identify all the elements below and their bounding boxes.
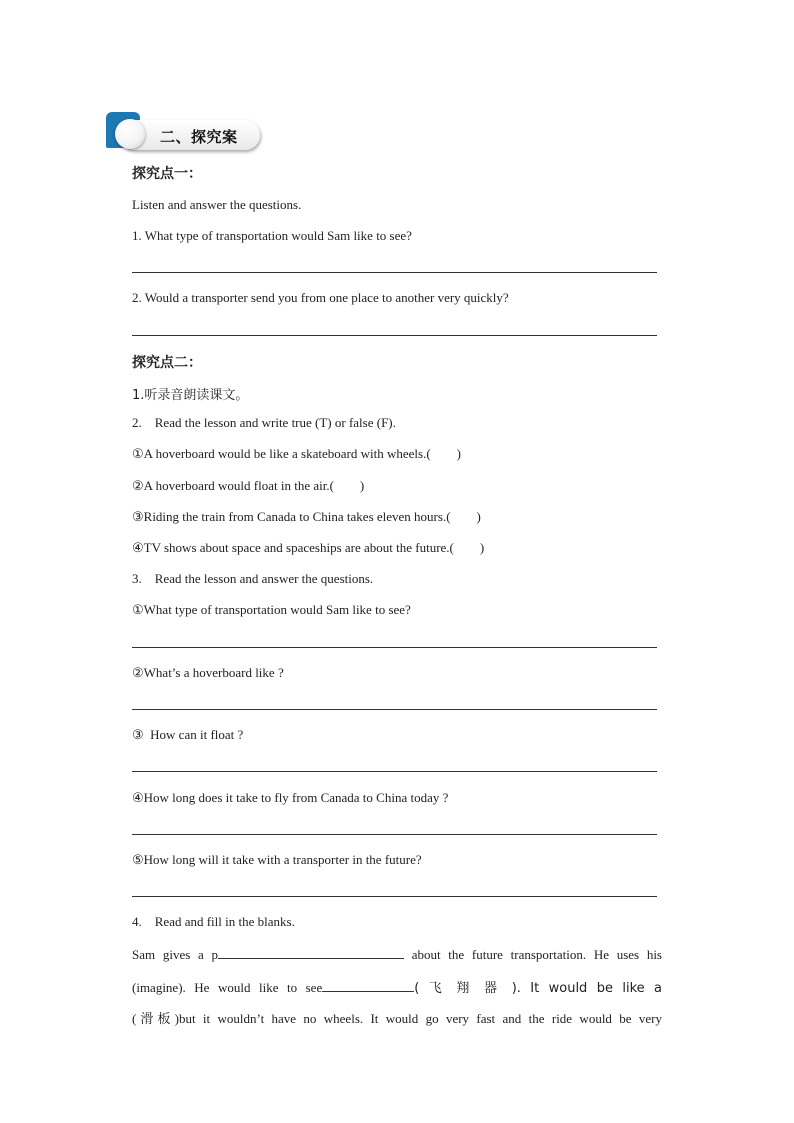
fill-row bbox=[132, 946, 662, 963]
answer-line[interactable] bbox=[132, 896, 657, 897]
answer-line[interactable] bbox=[132, 335, 657, 336]
point2-task-1: 1.听录音朗读课文。 bbox=[132, 388, 249, 403]
fill-text: (imagine). He would like to see bbox=[132, 980, 323, 995]
qa-question: ⑤How long will it take with a transporter in the future? bbox=[132, 852, 422, 867]
fill-blank[interactable] bbox=[322, 979, 414, 992]
point1-question-2: 2. Would a transporter send you from one place to another very quickly? bbox=[132, 290, 509, 305]
section-title: 二、探究案 bbox=[160, 128, 238, 146]
answer-line[interactable] bbox=[132, 272, 657, 273]
fill-row bbox=[132, 1008, 662, 1027]
point1-question-1: 1. What type of transportation would Sam like to see? bbox=[132, 228, 412, 243]
point1-heading: 探究点一： bbox=[132, 166, 202, 182]
fill-text: (滑板)but it wouldn’t have no wheels. It would go very fast and the ride would be very bbox=[132, 1011, 662, 1026]
section-banner bbox=[106, 112, 258, 152]
fill-blank[interactable] bbox=[218, 946, 404, 959]
tf-item: ③Riding the train from Canada to China takes eleven hours.( ) bbox=[132, 509, 481, 524]
point2-task-2: 2. Read the lesson and write true (T) or false (F). bbox=[132, 415, 396, 430]
answer-line[interactable] bbox=[132, 771, 657, 772]
point2-heading: 探究点二： bbox=[132, 355, 202, 371]
answer-line[interactable] bbox=[132, 647, 657, 648]
tf-item: ④TV shows about space and spaceships are about the future.( ) bbox=[132, 540, 485, 555]
qa-question: ①What type of transportation would Sam like to see? bbox=[132, 602, 411, 617]
point1-intro: Listen and answer the questions. bbox=[132, 197, 302, 212]
qa-question: ②What’s a hoverboard like ? bbox=[132, 665, 284, 680]
fill-text: about the future transportation. He uses his bbox=[411, 947, 662, 962]
tf-item: ②A hoverboard would float in the air.( ) bbox=[132, 478, 365, 493]
circle-icon bbox=[115, 119, 145, 149]
fill-text: Sam gives a p bbox=[132, 947, 218, 962]
qa-question: ④How long does it take to fly from Canada to China today ? bbox=[132, 790, 449, 805]
qa-question: ③ How can it float ? bbox=[132, 727, 244, 742]
fill-row bbox=[132, 977, 662, 996]
answer-line[interactable] bbox=[132, 709, 657, 710]
tf-item: ①A hoverboard would be like a skateboard with wheels.( ) bbox=[132, 446, 461, 461]
answer-line[interactable] bbox=[132, 834, 657, 835]
point2-task-3: 3. Read the lesson and answer the questions. bbox=[132, 571, 374, 586]
fill-text: ( 飞 翔 器 ). It would be like a bbox=[414, 981, 663, 996]
point2-task-4: 4. Read and fill in the blanks. bbox=[132, 914, 295, 929]
